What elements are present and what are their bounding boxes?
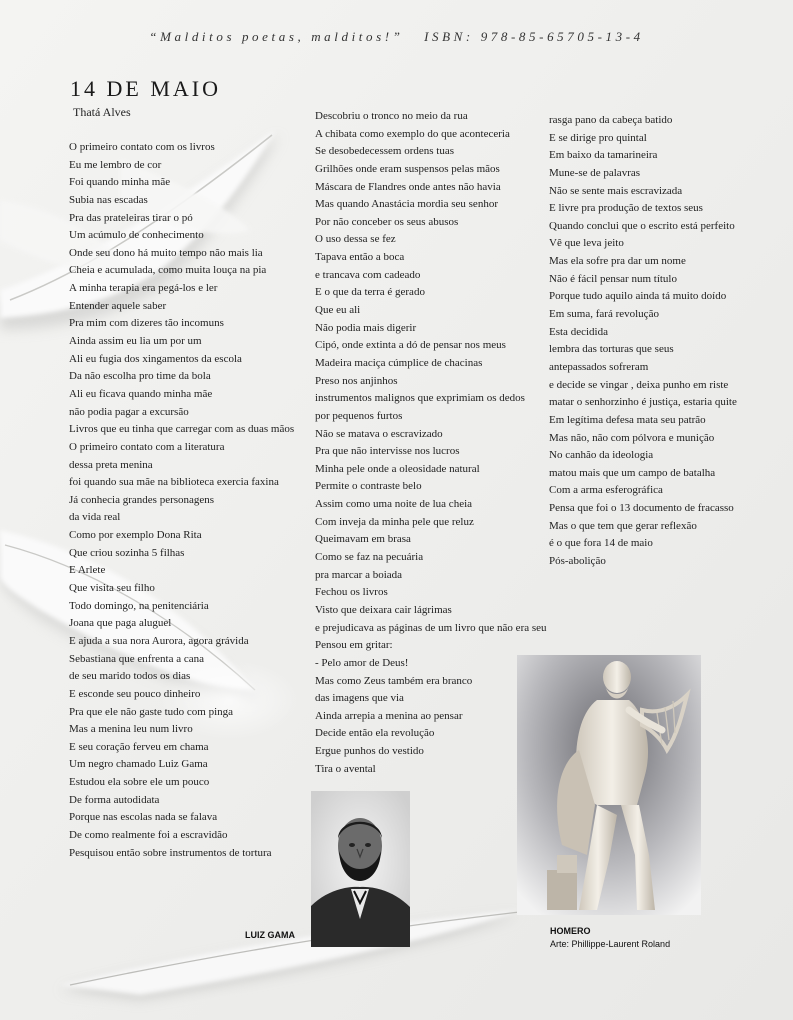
poem-line: Porque nas escolas nada se falava	[69, 811, 218, 824]
page-header: “Malditos poetas, malditos!” ISBN: 978-85-65705-13-4	[149, 29, 644, 44]
poem-line: Cipó, onde extinta a dó de pensar nos meus	[315, 339, 506, 352]
poem-line: Que criou sozinha 5 filhas	[69, 546, 185, 559]
poem-line: Mas ela sofre pra dar um nome	[549, 255, 686, 268]
poem-line: foi quando sua mãe na biblioteca exercia faxina	[69, 476, 279, 489]
poem-line: Por não conceber os seus abusos	[315, 215, 459, 228]
poem-line: da vida real	[69, 511, 121, 524]
poem-line: E ajuda a sua nora Aurora, agora grávida	[69, 634, 249, 647]
poem-line: Pesquisou então sobre instrumentos de tortura	[69, 846, 272, 859]
poem-line: das imagens que via	[315, 692, 404, 705]
poem-line: Queimavam em brasa	[315, 533, 411, 546]
poem-line: Eu me lembro de cor	[69, 158, 162, 171]
poem-line: de seu marido todos os dias	[69, 670, 191, 683]
poem-line: Subia nas escadas	[69, 193, 148, 206]
poem-line: No canhão da ideologia	[549, 449, 654, 462]
poem-line: Pra mim com dizeres tão incomuns	[69, 317, 224, 330]
poem-line: Pós-abolição	[549, 555, 606, 568]
poem-line: Como se faz na pecuária	[315, 551, 424, 564]
poem-line: E se dirige pro quintal	[549, 131, 647, 144]
poem-line: E livre pra produção de textos seus	[549, 202, 703, 215]
poem-line: Não podia mais digerir	[315, 321, 417, 334]
poem-line: Ali eu ficava quando minha mãe	[69, 387, 213, 400]
poem-line: Pra das prateleiras tirar o pó	[69, 211, 193, 224]
poem-line: Em suma, fará revolução	[549, 308, 659, 321]
poem-line: não podia pagar a excursão	[69, 405, 189, 418]
poem-line: Que eu ali	[315, 304, 361, 317]
poem-line: Que visita seu filho	[69, 582, 155, 595]
poem-column-1	[69, 139, 294, 862]
poem-line: Onde seu dono há muito tempo não mais lia	[69, 246, 263, 259]
poem-line: E seu coração ferveu em chama	[69, 740, 209, 753]
poem-line: rasga pano da cabeça batido	[549, 114, 673, 126]
poem-line: O primeiro contato com a literatura	[69, 440, 225, 453]
homero-caption	[550, 925, 670, 951]
poem-line: Pensa que foi o 13 documento de fracasso	[549, 502, 734, 515]
poem-line: Fechou os livros	[315, 586, 388, 599]
poem-line: Todo domingo, na penitenciária	[69, 599, 209, 612]
poem-title: 14 DE MAIO	[70, 76, 221, 101]
poem-line: Vê que leva jeito	[549, 237, 624, 250]
poem-line: Minha pele onde a oleosidade natural	[315, 462, 480, 475]
poem-line: Máscara de Flandres onde antes não havia	[315, 180, 501, 193]
poem-line: Tira o avental	[315, 762, 376, 775]
poem-line: Em baixo da tamarineira	[549, 149, 658, 162]
poem-line: Pensou em gritar:	[315, 639, 393, 652]
poem-column-3	[549, 112, 737, 571]
luiz-gama-portrait	[311, 791, 410, 947]
poem-author: Thatá Alves	[73, 105, 131, 119]
poem-line: O uso dessa se fez	[315, 233, 396, 246]
poem-line: Com a arma esferográfica	[549, 484, 663, 497]
poem-line: Madeira maciça cúmplice de chacinas	[315, 356, 483, 369]
poem-line: O primeiro contato com os livros	[69, 141, 215, 153]
poem-line: Mas como Zeus também era branco	[315, 674, 473, 687]
poem-line: A chibata como exemplo do que aconteceria	[315, 127, 510, 140]
poem-line: Um negro chamado Luiz Gama	[69, 758, 208, 771]
poem-line: De forma autodidata	[69, 793, 160, 806]
poem-line: pra marcar a boiada	[315, 568, 403, 581]
poem-line: Ainda assim eu lia um por um	[69, 335, 202, 348]
poem-line: Assim como uma noite de lua cheia	[315, 498, 473, 511]
poem-line: Mune-se de palavras	[549, 166, 641, 179]
poem-line: Livros que eu tinha que carregar com as duas mãos	[69, 423, 295, 436]
poem-line: Preso nos anjinhos	[315, 374, 398, 387]
poem-line: Entender aquele saber	[69, 299, 167, 312]
poem-line: antepassados sofreram	[549, 360, 649, 373]
poem-line: matar o senhorzinho é justiça, estaria quite	[549, 396, 737, 409]
poem-line: Permite o contraste belo	[315, 480, 422, 493]
poem-line: Já conhecia grandes personagens	[69, 493, 215, 506]
poem-line: Foi quando minha mãe	[69, 176, 171, 189]
poem-line: Não é fácil pensar num título	[549, 272, 677, 285]
poem-line: - Pelo amor de Deus!	[315, 656, 409, 669]
poem-line: e prejudicava as páginas de um livro que não era seu	[315, 621, 547, 634]
poem-line: Ergue punhos do vestido	[315, 745, 424, 758]
poem-line: Decide então ela revolução	[315, 727, 435, 740]
poem-line: Se desobedecessem ordens tuas	[315, 145, 454, 158]
poem-line: E Arlete	[69, 564, 106, 577]
poem-line: Não se sente mais escravizada	[549, 184, 683, 197]
poem-line: Cheia e acumulada, como muita louça na pia	[69, 264, 267, 277]
poem-line: A minha terapia era pegá-los e ler	[69, 282, 218, 295]
homero-caption-name: HOMERO	[550, 926, 591, 936]
poem-line: instrumentos malignos que exprimiam os dedos	[315, 392, 525, 405]
poem-line: Mas a menina leu num livro	[69, 723, 193, 736]
poem-line: Sebastiana que enfrenta a cana	[69, 652, 204, 665]
poem-line: por pequenos furtos	[315, 409, 403, 422]
poem-line: é o que fora 14 de maio	[549, 537, 653, 550]
poem-line: De como realmente foi a escravidão	[69, 828, 228, 841]
homero-caption-credit: Arte: Phillippe-Laurent Roland	[550, 939, 671, 949]
poem-line: matou mais que um campo de batalha	[549, 466, 716, 479]
poem-line: Mas quando Anastácia mordia seu senhor	[315, 198, 498, 211]
poem-line: Ali eu fugia dos xingamentos da escola	[69, 352, 242, 365]
poem-line: E esconde seu pouco dinheiro	[69, 687, 201, 700]
poem-line: dessa preta menina	[69, 458, 153, 471]
poem-line: E o que da terra é gerado	[315, 286, 425, 299]
poem-line: Não se matava o escravizado	[315, 427, 443, 440]
poem-line: Pra que ele não gaste tudo com pinga	[69, 705, 234, 718]
poem-line: Grilhões onde eram suspensos pelas mãos	[315, 162, 500, 175]
poem-line: Esta decidida	[549, 325, 608, 338]
poem-line: Visto que deixara cair lágrimas	[315, 603, 452, 616]
poem-line: Porque tudo aquilo ainda tá muito doído	[549, 290, 727, 303]
homero-statue-image	[517, 655, 701, 915]
poem-line: Mas não, não com pólvora e munição	[549, 431, 715, 444]
poem-line: Quando conclui que o escrito está perfeito	[549, 219, 735, 232]
poem-line: Pra que não intervisse nos lucros	[315, 445, 460, 458]
poem-line: Como por exemplo Dona Rita	[69, 529, 202, 542]
poem-line: Mas o que tem que gerar reflexão	[549, 519, 697, 532]
poem-line: Estudou ela sobre ele um pouco	[69, 776, 210, 789]
poem-line: Um acúmulo de conhecimento	[69, 229, 204, 242]
poem-line: Tapava então a boca	[315, 251, 405, 264]
poem-column-2	[315, 108, 547, 778]
poem-line: Da não escolha pro time da bola	[69, 370, 211, 383]
poem-line: e trancava com cadeado	[315, 268, 421, 281]
poem-line: Ainda arrepia a menina ao pensar	[315, 709, 463, 722]
poem-line: e decide se vingar , deixa punho em riste	[549, 378, 729, 391]
poem-line: Com inveja da minha pele que reluz	[315, 515, 474, 528]
luiz-gama-caption: LUIZ GAMA	[245, 930, 295, 940]
poem-line: Descobriu o tronco no meio da rua	[315, 110, 468, 122]
poem-line: lembra das torturas que seus	[549, 343, 674, 356]
poem-line: Em legítima defesa mata seu patrão	[549, 413, 706, 426]
poem-line: Joana que paga aluguel	[69, 617, 172, 630]
